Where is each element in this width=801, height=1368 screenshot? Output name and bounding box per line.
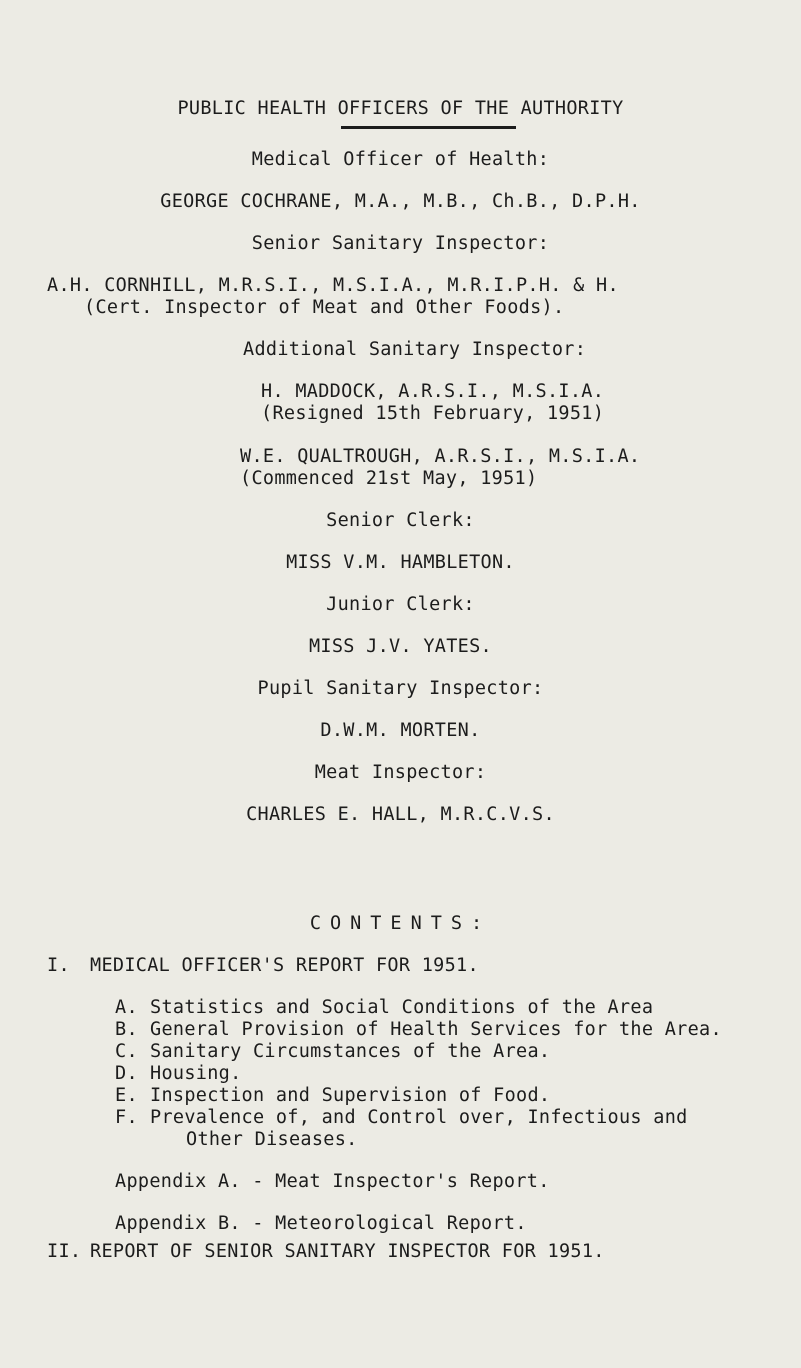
asi1-note: (Resigned 15th February, 1951) — [261, 403, 605, 424]
contents-title: CONTENTS: — [309, 913, 492, 934]
contents-item-continuation: Other Diseases. — [186, 1129, 358, 1150]
mi-title: Meat Inspector: — [314, 762, 487, 783]
contents-item-letter: D. — [115, 1063, 138, 1084]
appendix-b: Appendix B. - Meteorological Report. — [115, 1213, 527, 1234]
jc-name: MISS J.V. YATES. — [308, 636, 492, 657]
contents-item-text: Inspection and Supervision of Food. — [150, 1085, 551, 1106]
ssi-name: A.H. CORNHILL, M.R.S.I., M.S.I.A., M.R.I.P.H. & H. — [47, 275, 619, 296]
moh-name: GEORGE COCHRANE, M.A., M.B., Ch.B., D.P.H. — [160, 191, 641, 212]
psi-name: D.W.M. MORTEN. — [320, 720, 481, 741]
part2-number: II. — [47, 1241, 82, 1262]
contents-item-text: Prevalence of, and Control over, Infectious and — [150, 1107, 688, 1128]
sc-name: MISS V.M. HAMBLETON. — [286, 552, 515, 573]
contents-item-letter: A. — [115, 997, 138, 1018]
appendix-a: Appendix A. - Meat Inspector's Report. — [115, 1171, 550, 1192]
asi1-name: H. MADDOCK, A.R.S.I., M.S.I.A. — [261, 381, 605, 402]
heading-underline — [341, 126, 516, 129]
contents-item-text: Housing. — [150, 1063, 242, 1084]
asi2-name: W.E. QUALTROUGH, A.R.S.I., M.S.I.A. — [240, 446, 641, 467]
sc-title: Senior Clerk: — [326, 510, 475, 531]
contents-item-letter: B. — [115, 1019, 138, 1040]
page-heading: PUBLIC HEALTH OFFICERS OF THE AUTHORITY — [177, 98, 624, 119]
mi-name: CHARLES E. HALL, M.R.C.V.S. — [246, 804, 555, 825]
moh-title: Medical Officer of Health: — [251, 149, 550, 170]
jc-title: Junior Clerk: — [326, 594, 475, 615]
ssi-title: Senior Sanitary Inspector: — [251, 233, 550, 254]
part1-title: MEDICAL OFFICER'S REPORT FOR 1951. — [90, 955, 479, 976]
part1-number: I. — [47, 955, 70, 976]
contents-item-letter: C. — [115, 1041, 138, 1062]
psi-title: Pupil Sanitary Inspector: — [257, 678, 544, 699]
part2-title: REPORT OF SENIOR SANITARY INSPECTOR FOR 1951. — [90, 1241, 605, 1262]
ssi-note: (Cert. Inspector of Meat and Other Foods). — [84, 297, 565, 318]
asi-title: Additional Sanitary Inspector: — [243, 339, 587, 360]
contents-item-letter: F. — [115, 1107, 138, 1128]
contents-item-text: Statistics and Social Conditions of the Area — [150, 997, 654, 1018]
contents-item-text: Sanitary Circumstances of the Area. — [150, 1041, 551, 1062]
contents-item-text: General Provision of Health Services for the Area. — [150, 1019, 722, 1040]
asi2-note: (Commenced 21st May, 1951) — [240, 468, 538, 489]
contents-item-letter: E. — [115, 1085, 138, 1106]
